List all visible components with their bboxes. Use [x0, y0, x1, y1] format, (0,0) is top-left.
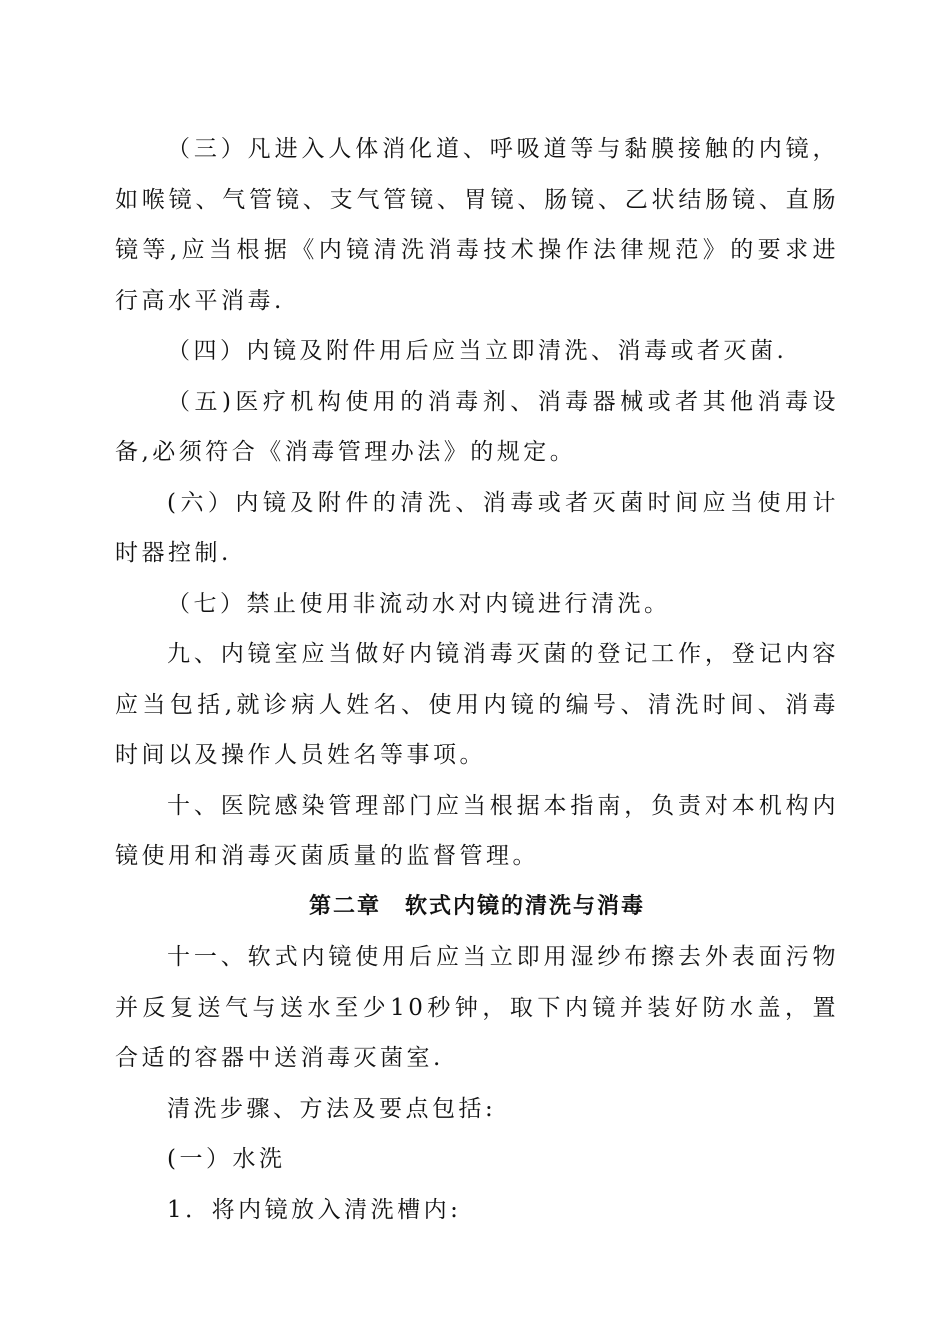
document-body — [115, 124, 839, 1235]
paragraph-disinfectant-compliance: （五)医疗机构使用的消毒剂、消毒器械或者其他消毒设备,必须符合《消毒管理办法》的规定。 — [115, 388, 839, 465]
paragraph-endoscope-disinfection-level: （三）凡进入人体消化道、呼吸道等与黏膜接触的内镜，如喉镜、气管镜、支气管镜、胃镜、肠镜、乙状结肠镜、直肠镜等,应当根据《内镜清洗消毒技术操作法律规范》的要求进行高水平消毒. — [115, 136, 839, 314]
paragraph-registration-work: 九、内镜室应当做好内镜消毒灭菌的登记工作，登记内容应当包括,就诊病人姓名、使用内镜的编号、清洗时间、消毒时间以及操作人员姓名等事项。 — [115, 641, 839, 768]
paragraph-cleaning-steps-intro: 清洗步骤、方法及要点包括: — [167, 1095, 497, 1122]
paragraph-water-wash-heading: (一）水洗 — [167, 1146, 286, 1172]
paragraph-timer-control: (六）内镜及附件的清洗、消毒或者灭菌时间应当使用计时器控制. — [115, 489, 839, 566]
paragraph-no-stagnant-water: （七）禁止使用非流动水对内镜进行清洗。 — [167, 590, 671, 617]
paragraph-infection-management: 十、医院感染管理部门应当根据本指南，负责对本机构内镜使用和消毒灭菌质量的监督管理。 — [115, 792, 839, 869]
paragraph-step-one: 1．将内镜放入清洗槽内: — [167, 1196, 462, 1223]
paragraph-after-use-handling: 十一、软式内镜使用后应当立即用湿纱布擦去外表面污物并反复送气与送水至少10秒钟，取下内镜并装好防水盖，置合适的容器中送消毒灭菌室. — [115, 944, 839, 1071]
paragraph-immediate-cleaning: （四）内镜及附件用后应当立即清洗、消毒或者灭菌. — [167, 338, 788, 364]
chapter-heading: 第二章 软式内镜的清洗与消毒 — [308, 893, 645, 919]
